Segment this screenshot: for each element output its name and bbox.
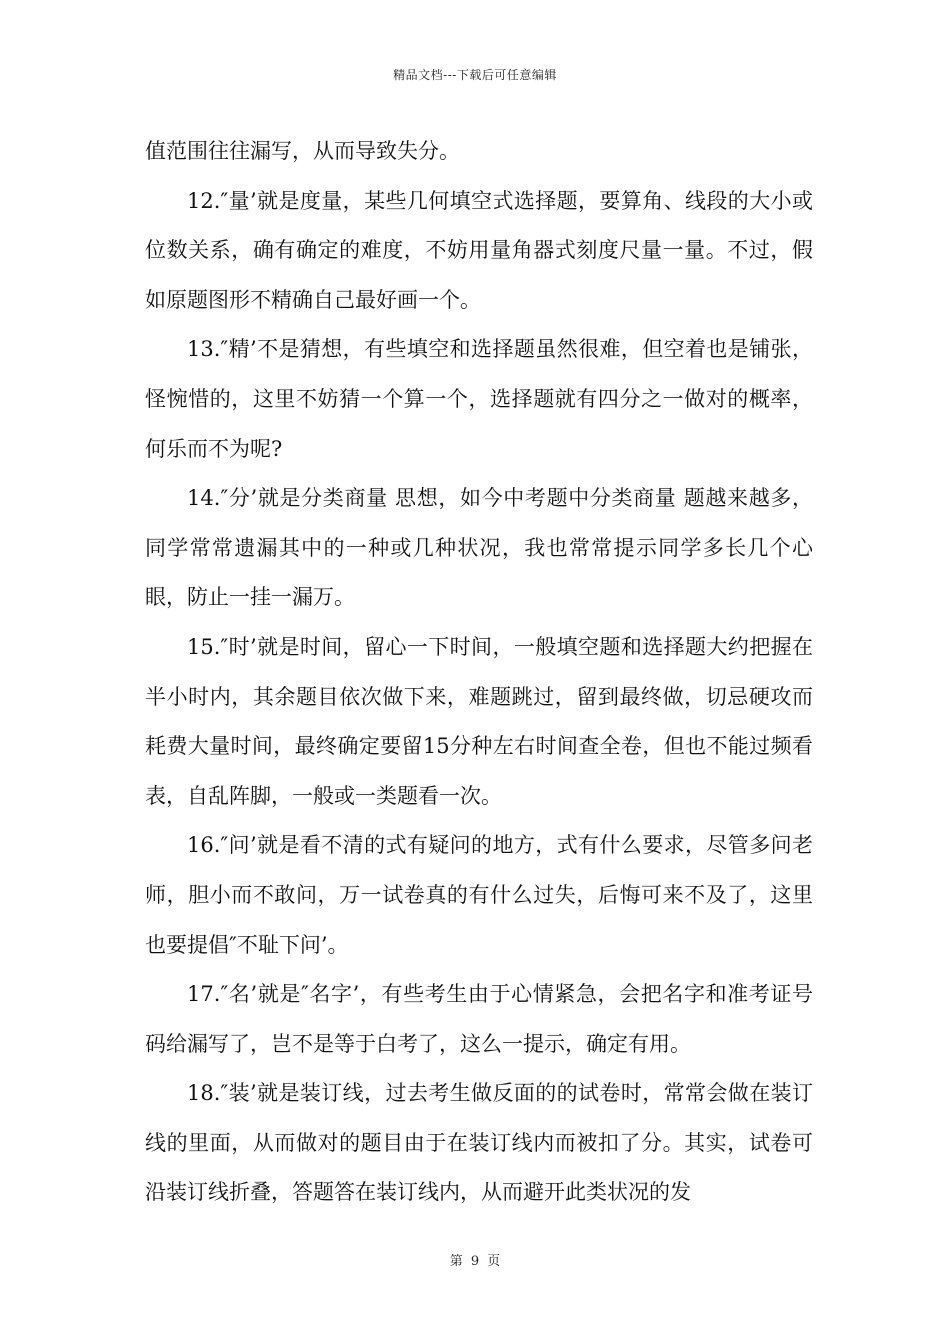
paragraph-item-13: 13.″精’不是猜想，有些填空和选择题虽然很难，但空着也是铺张，怪惋惜的，这里不妨猜一个算一个，选择题就有四分之一做对的概率，何乐而不为呢? [145, 337, 813, 461]
page-footer [0, 1250, 950, 1269]
page-header: 精品文档---下载后可任意编辑 [393, 68, 557, 82]
paragraph-item-12: 12.″量’就是度量，某些几何填空式选择题，要算角、线段的大小或位数关系，确有确定的难度，不妨用量角器式刻度尺量一量。不过，假如原题图形不精确自己最好画一个。 [145, 188, 813, 312]
paragraph-item-16: 16.″问’就是看不清的式有疑问的地方，式有什么要求，尽管多问老师，胆小而不敢问，万一试卷真的有什么过失，后悔可来不及了，这里也要提倡″不耻下问’。 [145, 833, 813, 957]
document-body [145, 127, 813, 1218]
page-number: 9 [470, 1254, 480, 1269]
paragraph-continuation: 值范围往往漏写，从而导致失分。 [145, 139, 460, 163]
paragraph-item-15: 15.″时’就是时间，留心一下时间，一般填空题和选择题大约把握在半小时内，其余题目依次做下来，难题跳过，留到最终做，切忌硬攻而耗费大量时间，最终确定要留15分种左右时间查全卷，但也不能过频看表，自乱阵脚，一般或一类题看一次。 [145, 634, 813, 808]
page-number-prefix: 第 [449, 1254, 463, 1269]
page-number-suffix: 页 [487, 1254, 501, 1269]
paragraph-item-18: 18.″装’就是装订线，过去考生做反面的的试卷时，常常会做在装订线的里面，从而做对的题目由于在装订线内而被扣了分。其实，试卷可沿装订线折叠，答题答在装订线内，从而避开此类状况的发 [145, 1081, 813, 1205]
paragraph-item-17: 17.″名’就是″名字’，有些考生由于心情紧急，会把名字和准考证号码给漏写了，岂不是等于白考了，这么一提示，确定有用。 [145, 982, 813, 1056]
paragraph-item-14: 14.″分’就是分类商量 思想，如今中考题中分类商量 题越来越多，同学常常遗漏其中的一种或几种状况，我也常常提示同学多长几个心眼，防止一挂一漏万。 [145, 486, 813, 610]
